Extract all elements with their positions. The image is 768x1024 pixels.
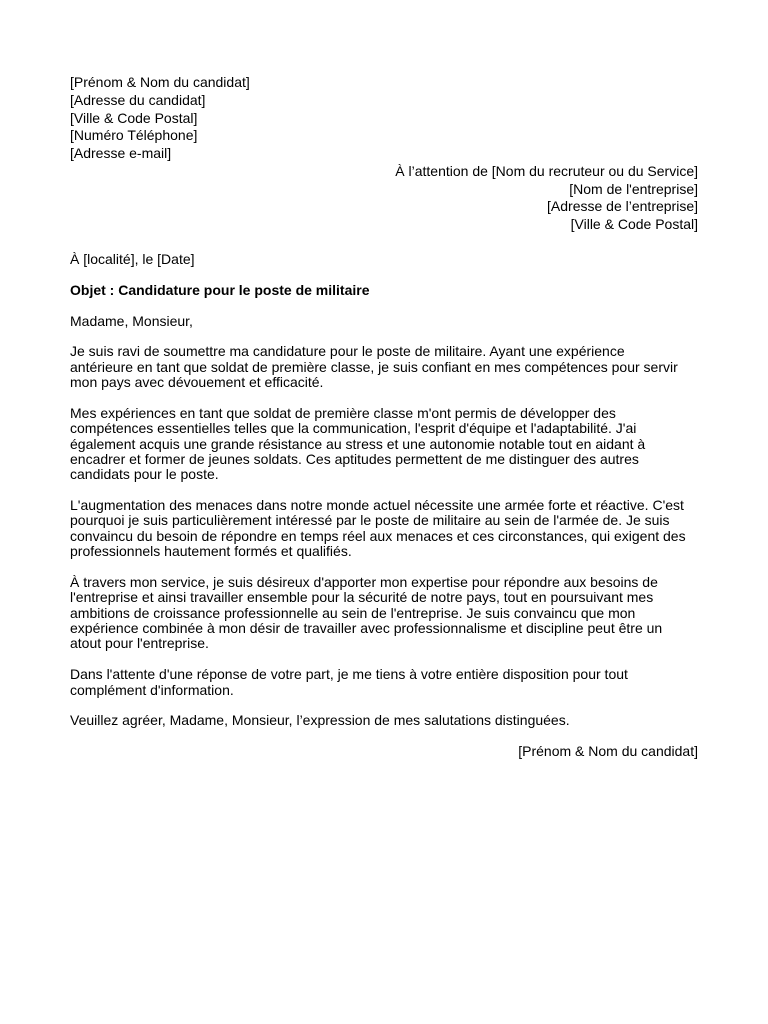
salutation-text: Madame, Monsieur, [70,312,193,329]
letter-body [70,252,698,775]
sender-city-postal: [Ville & Code Postal] [70,109,198,126]
paragraph-line: convaincu du besoin de répondre en temps réel aux menaces et ces circonstances, qui exigent des [70,527,686,544]
paragraph-line: également acquis une grande résistance au stress et une autonomie notable tout en aidant à [70,435,646,452]
recipient-company: [Nom de l'entreprise] [569,180,698,197]
closing-formula [70,713,698,728]
place-date: À [localité], le [Date] [70,251,195,267]
letter-header [70,74,698,234]
closing-text: Veuillez agréer, Madame, Monsieur, l’expression de mes salutations distinguées. [70,712,570,729]
paragraph-line: l'entreprise et ainsi travailler ensemble pour la sécurité de notre pays, tout en poursuivant mes [70,589,654,606]
paragraph-line: Mes expériences en tant que soldat de première classe m'ont permis de développer des [70,404,616,421]
paragraph-line: atout pour l'entreprise. [70,635,209,652]
paragraph-line: Dans l'attente d'une réponse de votre part, je me tiens à votre entière disposition pour tout [70,666,628,683]
subject-line [70,283,698,298]
sender-name: [Prénom & Nom du candidat] [70,74,250,90]
paragraph-line: pourquoi je suis particulièrement intéressé par le poste de militaire au sein de l'armée de. Je suis [70,512,670,529]
place-date-line [70,252,698,267]
body-paragraph-4 [70,575,698,652]
sender-block [70,74,698,163]
subject-text: Objet : Candidature pour le poste de militaire [70,281,370,298]
signature-text: [Prénom & Nom du candidat] [518,743,698,759]
body-paragraph-3 [70,498,698,560]
paragraph-line: antérieure en tant que soldat de première classe, je suis confiant en mes compétences pour servir [70,358,678,375]
paragraph-line: À travers mon service, je suis désireux d'apporter mon expertise pour répondre aux besoins de [70,573,658,590]
sender-email: [Adresse e-mail] [70,145,172,161]
body-paragraph-1 [70,344,698,390]
paragraph-line: candidats pour le poste. [70,466,219,483]
recipient-block [70,163,698,234]
body-paragraph-2 [70,406,698,483]
signature [70,744,698,759]
paragraph-line: mon pays avec dévouement et efficacité. [70,374,324,390]
paragraph-line: complément d'information. [70,681,234,698]
paragraph-line: L'augmentation des menaces dans notre monde actuel nécessite une armée forte et réactive. C'est [70,497,684,513]
recipient-attention: À l’attention de [Nom du recruteur ou du Service] [395,162,698,179]
paragraph-line: professionnels hautement formés et qualifiés. [70,543,352,560]
body-paragraph-5 [70,667,698,698]
sender-phone: [Numéro Téléphone] [70,127,198,144]
paragraph-line: ambitions de croissance professionnelle au sein de l'entreprise. Je suis convaincu que mon [70,604,636,621]
paragraph-line: Je suis ravi de soumettre ma candidature pour le poste de militaire. Ayant une expérience [70,343,625,360]
paragraph-line: compétences essentielles telles que la communication, l'esprit d'équipe et l'adaptabilité. J'ai [70,420,637,437]
paragraph-line: encadrer et former de jeunes soldats. Ces aptitudes permettent de me distinguer des autres [70,450,639,467]
sender-address: [Adresse du candidat] [70,91,206,108]
paragraph-line: expérience combinée à mon désir de travailler avec professionnalisme et discipline peut être un [70,620,663,636]
recipient-city-postal: [Ville & Code Postal] [570,216,698,232]
salutation [70,314,698,329]
recipient-address: [Adresse de l’entreprise] [547,198,698,215]
